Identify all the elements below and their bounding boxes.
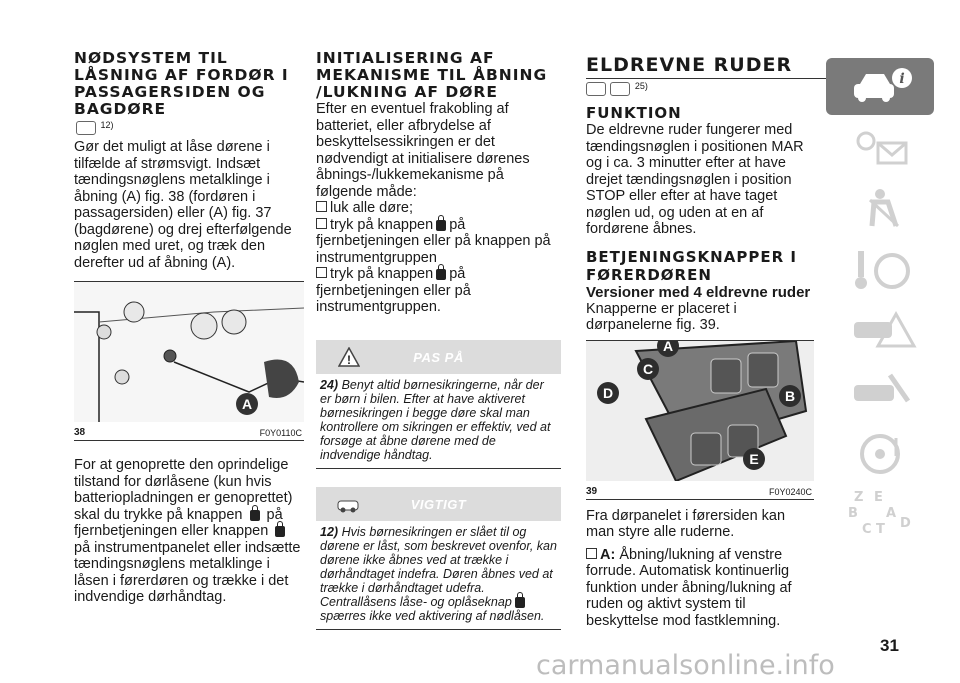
- figure-label-a: A: [662, 340, 674, 354]
- column-right: [586, 56, 814, 629]
- section-heading-initialisation: INITIALISERING AF MEKANISME TIL ÅBNING /LUKNING AF DØRE: [316, 49, 548, 101]
- paragraph-restore: For at genoprette den oprindelige tilstand for dørlåsene (kun hvis batteriopladningen er genoprettet) skal du trykke på knappen på fjernbetjeningen eller knappen på instrumentpanelet eller indsætte tændingsnøglens metalklinge i låsen i førerdøren og trække i det indvendige dørhåndtag.: [74, 457, 301, 605]
- figure-code: F0Y0110C: [259, 428, 302, 438]
- subheading-versions: Versioner med 4 eldrevne ruder: [586, 283, 811, 301]
- svg-text:C: C: [862, 522, 872, 537]
- svg-text:A: A: [886, 506, 897, 521]
- svg-text:i: i: [899, 71, 905, 87]
- index-icon: [844, 489, 924, 539]
- callout-important-header: [316, 487, 561, 521]
- figure-label-b: B: [784, 387, 796, 404]
- checkbox-bullet-icon: [316, 218, 327, 229]
- callout-title: VIGTIGT: [410, 496, 467, 512]
- subheading-funktion: FUNKTION: [586, 104, 682, 122]
- svg-text:D: D: [900, 516, 911, 531]
- tab-safety[interactable]: [826, 180, 934, 237]
- footnote-ref: 12): [100, 120, 114, 130]
- tab-maintenance[interactable]: [826, 363, 934, 420]
- page-number: 31: [880, 636, 899, 655]
- tab-warning-lights[interactable]: [826, 119, 934, 176]
- paragraph-emergency-lock: Gør det muligt at låse dørene i tilfælde af strømsvigt. Indsæt tændingsnøglens metalklinge i åbning (A) fig. 38 (fordøren i passagersiden) eller (A) fig. 37 (bagdørene) og drej efterfølgende nøglen med uret, og træk den derefter ud af åbning (A).: [74, 139, 292, 271]
- figure-number: 38: [74, 427, 86, 438]
- tab-starting-driving[interactable]: [826, 241, 934, 298]
- figure-38: [74, 281, 304, 441]
- checkbox-bullet-icon: [586, 548, 597, 559]
- tab-multimedia[interactable]: [826, 424, 934, 481]
- emergency-icon: [850, 308, 920, 354]
- column-left: [74, 50, 304, 606]
- tab-index[interactable]: [826, 485, 934, 542]
- door-lock-illustration: [74, 282, 304, 422]
- callout-warning-body: 24) Benyt altid børnesikringerne, når der er børn i bilen. Efter at have aktiveret børnesikringen i begge døre skal man kontrollere om sikringen er effektiv, ved at forsøge at åbne dørene med de indvendige håndtag.: [316, 374, 561, 469]
- column-middle: [316, 50, 561, 630]
- callout-warning-header: [316, 340, 561, 374]
- section-heading-windows: ELDREVNE RUDER: [586, 54, 793, 76]
- lock-icon: [436, 220, 446, 231]
- figure-code: F0Y0240C: [768, 486, 812, 497]
- warning-lights-icon: [850, 125, 920, 171]
- paragraph-driver-panel: Fra dørpanelet i førersiden kan man styre alle ruderne.: [586, 507, 786, 540]
- svg-text:!: !: [347, 352, 351, 367]
- lock-icon: [250, 510, 260, 521]
- list-item: tryk på knappen på fjernbetjeningen eller på instrumentgruppen.: [316, 266, 471, 315]
- callout-important-body: 12) Hvis børnesikringen er slået til og dørene er låst, som beskrevet ovenfor, kan dørene ikke åbnes ved at trække i dørhåndtaget indefra. Døren åbnes ved at trække i dørhåndtaget udefra. Centrallåsens låse- og oplåseknap spærres ikke ved aktivering af nødlåsen.: [316, 521, 561, 630]
- tab-car-info[interactable]: [826, 58, 934, 115]
- list-item: luk alle døre;: [316, 200, 561, 217]
- subheading-controls: BETJENINGSKNAPPER I FØRERDØREN: [586, 247, 797, 284]
- callout-title: PAS PÅ: [413, 349, 464, 365]
- svg-text:B: B: [848, 506, 858, 521]
- lock-icon: [515, 597, 525, 608]
- safety-icon: [850, 186, 920, 232]
- lock-icon: [436, 269, 446, 280]
- figure-label-d: D: [602, 384, 614, 401]
- window-switch-panel-illustration: [586, 341, 814, 481]
- section-heading-emergency-lock: NØDSYSTEM TIL LÅSNING AF FORDØR I PASSAGERSIDEN OG BAGDØRE: [74, 49, 289, 118]
- checkbox-bullet-icon: [316, 201, 327, 212]
- figure-label-c: C: [642, 360, 654, 377]
- list-item: A: Åbning/lukning af venstre forrude. Automatisk kontinuerlig funktion under åbning/lukning af ruden og aktivt system til beskyttelse mod fastklemning.: [586, 546, 792, 629]
- list-item: tryk på knappen på fjernbetjeningen eller på knappen på instrumentgruppen: [316, 216, 551, 266]
- watermark: carmanualsonline.info: [536, 650, 835, 681]
- figure-number: 39: [586, 485, 598, 497]
- lock-icon: [275, 526, 285, 537]
- car-small-icon: [586, 82, 606, 96]
- figure-label-e: E: [749, 450, 759, 467]
- paragraph-initialisation: Efter en eventuel frakobling af batteriet, eller afbrydelse af beskyttelsessikringen er det nødvendigt at initialisere dørenes åbnings-/lukkemekanisme på følgende måde:: [316, 101, 530, 200]
- svg-text:T: T: [876, 522, 885, 537]
- paragraph-location: Knapperne er placeret i dørpanelerne fig. 39.: [586, 300, 737, 333]
- figure-39: [586, 340, 814, 500]
- figure-label-a: A: [241, 396, 253, 412]
- car-small-icon: [76, 121, 96, 135]
- maintenance-icon: [850, 369, 920, 415]
- starting-driving-icon: [850, 247, 920, 293]
- paragraph-funktion: De eldrevne ruder fungerer med tændingsnøglen i positionen MAR og i ca. 3 minutter efter at have drejet tændingsnøglen i position STOP eller efter at have taget nøglen ud, og uden at en af fordørene åbnes.: [586, 122, 804, 237]
- svg-text:Z: Z: [854, 490, 864, 505]
- tab-emergency[interactable]: [826, 302, 934, 359]
- chapter-sidebar: [826, 58, 934, 546]
- svg-text:E: E: [874, 490, 883, 505]
- multimedia-icon: [850, 430, 920, 476]
- car-info-icon: [850, 64, 920, 110]
- child-safety-icon: [610, 82, 630, 96]
- footnote-ref: 25): [634, 81, 648, 91]
- checkbox-bullet-icon: [316, 267, 327, 278]
